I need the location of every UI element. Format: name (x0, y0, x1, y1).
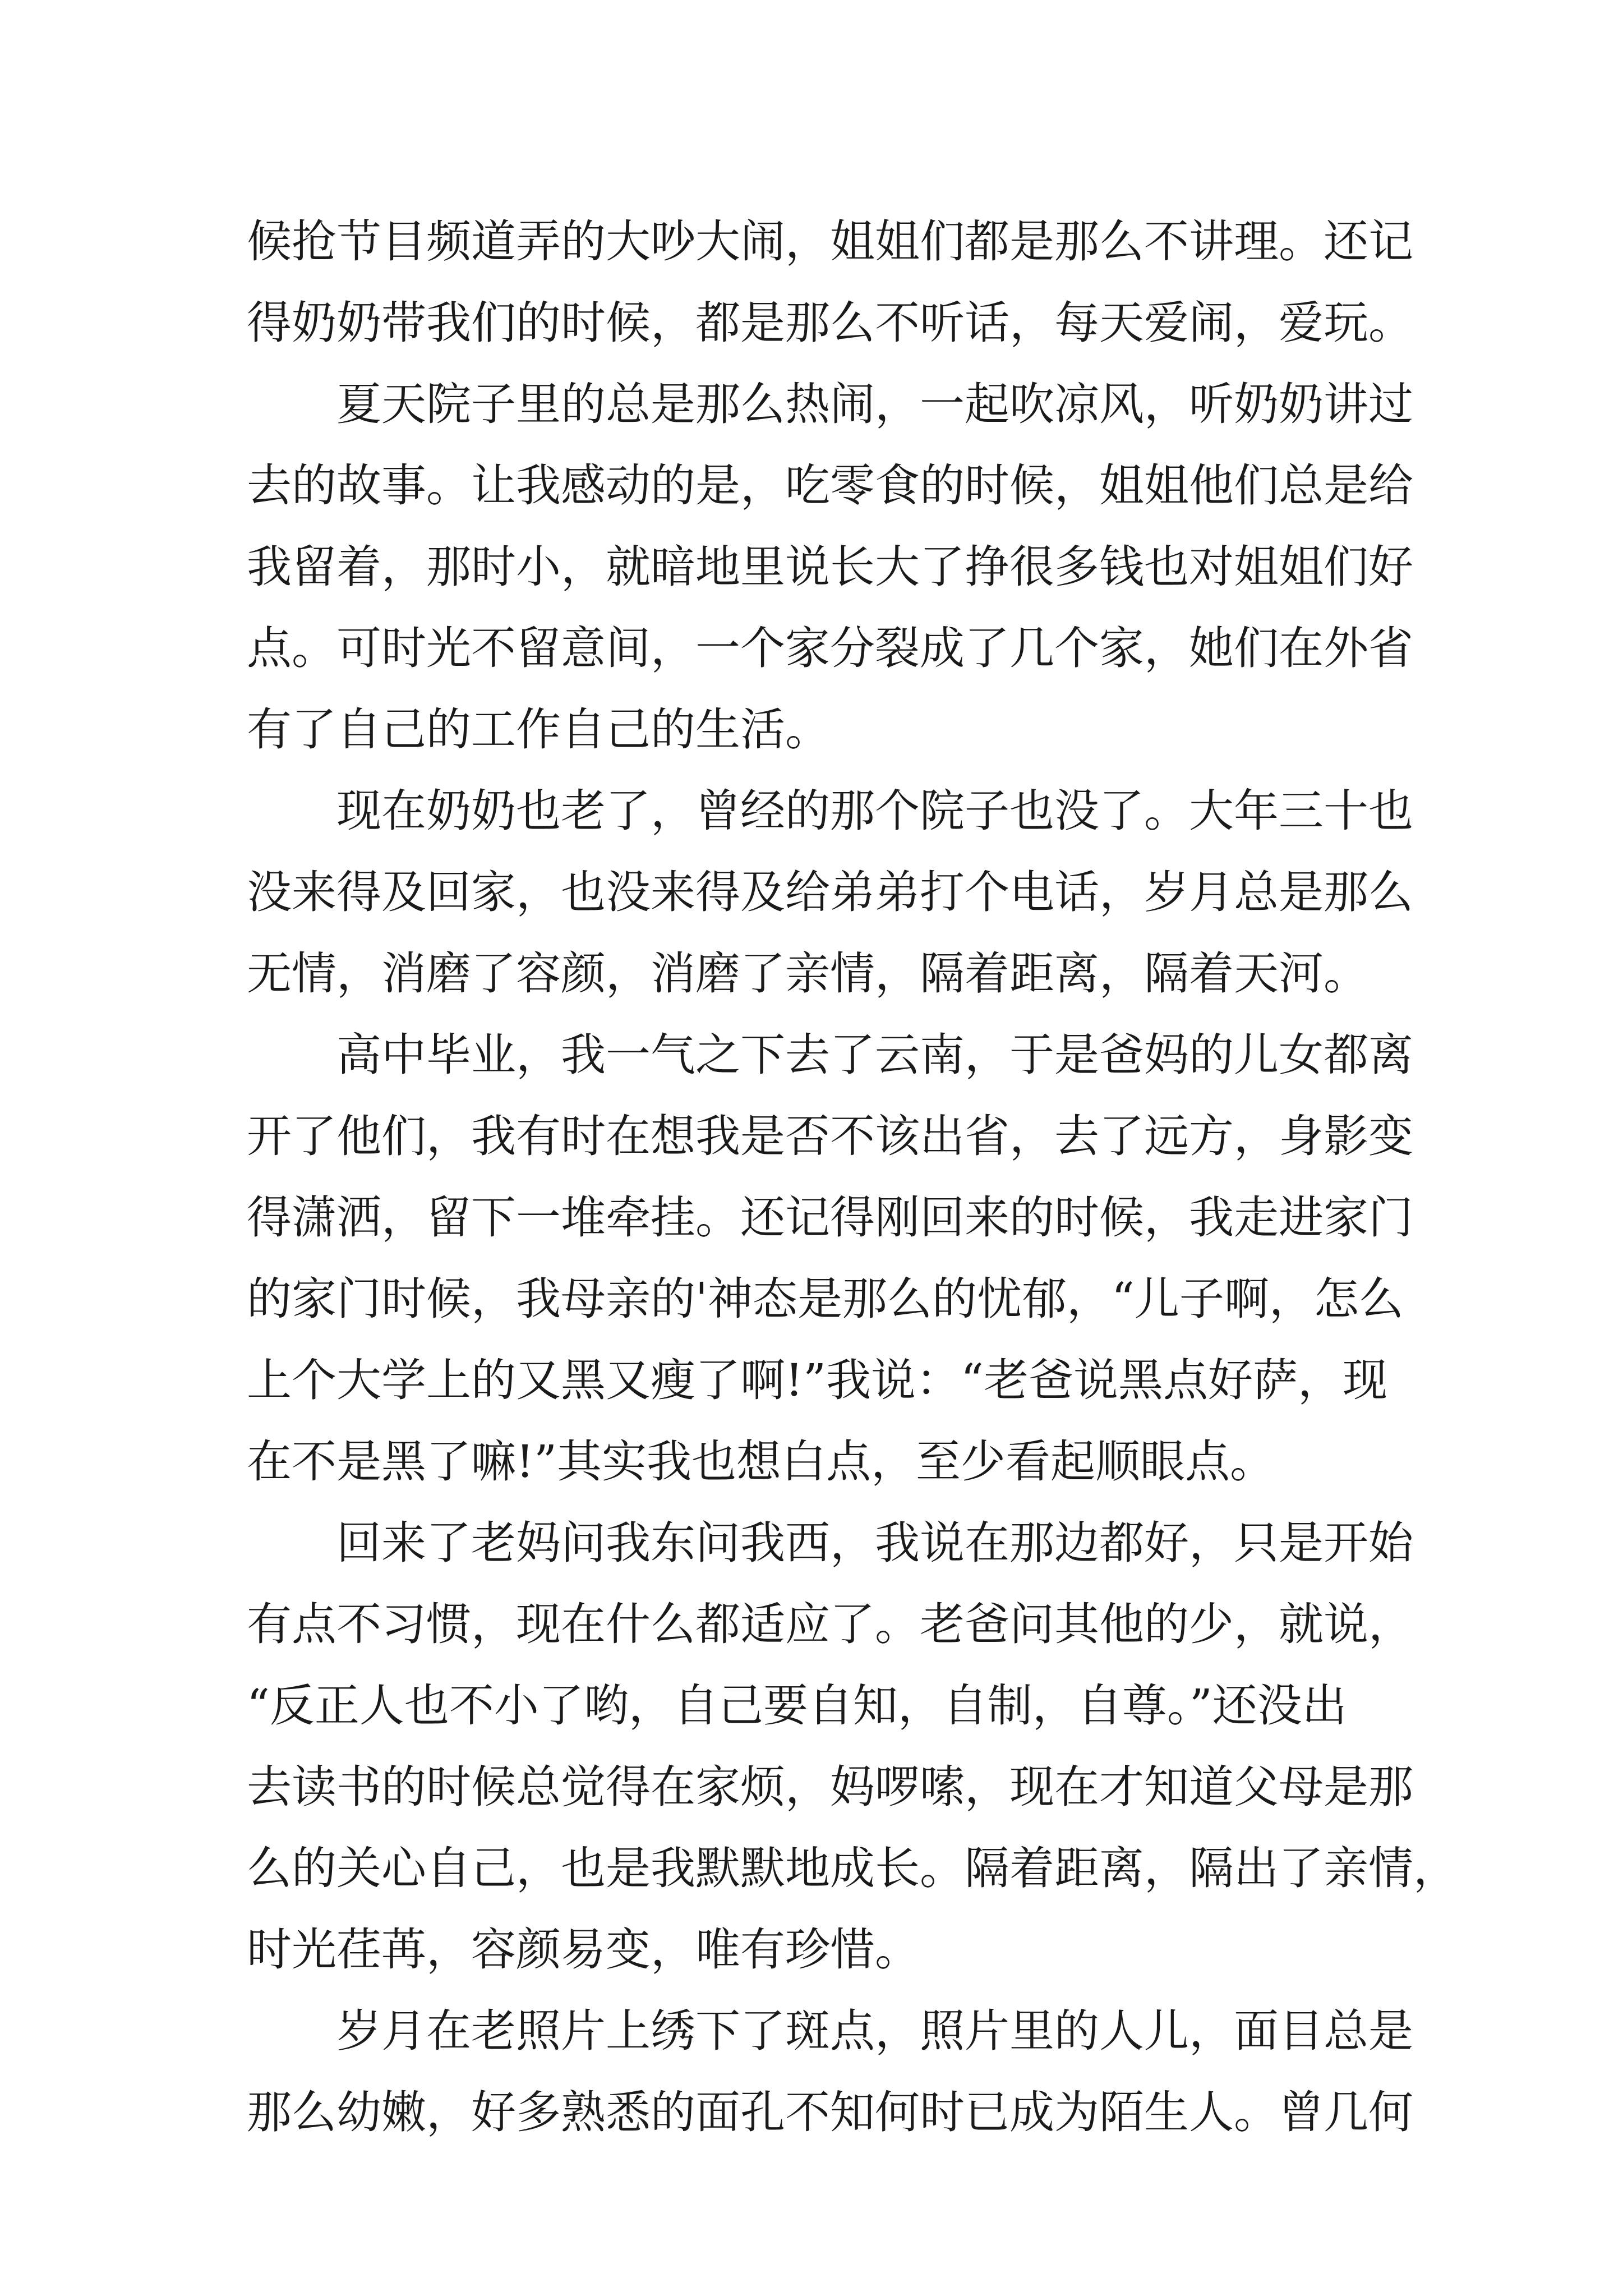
text-line: 无情，消磨了容颜，消磨了亲情，隔着距离，隔着天河。 (247, 947, 1368, 1000)
text-line: 有了自己的工作自己的生活。 (247, 703, 830, 756)
text-line: 得潇洒，留下一堆牵挂。还记得刚回来的时候，我走进家门 (247, 1191, 1413, 1244)
text-line: 去读书的时候总觉得在家烦，妈啰嗦，现在才知道父母是那 (247, 1761, 1413, 1813)
paragraph-first-line: 回来了老妈问我东问我西，我说在那边都好，只是开始 (336, 1517, 1413, 1569)
text-line: 得奶奶带我们的时候，都是那么不听话，每天爱闹，爱玩。 (247, 297, 1413, 349)
paragraph-first-line: 现在奶奶也老了，曾经的那个院子也没了。大年三十也 (336, 785, 1413, 837)
text-line: 候抢节目频道弄的大吵大闹，姐姐们都是那么不讲理。还记 (247, 215, 1413, 268)
paragraph-first-line: 岁月在老照片上绣下了斑点，照片里的人儿，面目总是 (336, 2005, 1413, 2057)
text-line: “反正人也不小了哟，自己要自知，自制，自尊。”还没出 (247, 1680, 1347, 1732)
text-line: 在不是黑了嘛!”其实我也想白点，至少看起顺眼点。 (247, 1435, 1275, 1488)
text-line: 我留着，那时小，就暗地里说长大了挣很多钱也对姐姐们好 (247, 541, 1413, 593)
text-line: 时光荏苒，容颜易变，唯有珍惜。 (247, 1924, 920, 1976)
text-line: 上个大学上的又黑又瘦了啊!”我说：“老爸说黑点好萨，现 (247, 1354, 1387, 1406)
text-line: 那么幼嫩，好多熟悉的面孔不知何时已成为陌生人。曾几何 (247, 2086, 1413, 2138)
body-text (247, 201, 1458, 2153)
text-line: 么的关心自己，也是我默默地成长。隔着距离，隔出了亲情， (247, 1842, 1458, 1894)
text-line: 点。可时光不留意间，一个家分裂成了几个家，她们在外省 (247, 622, 1413, 674)
paragraph-first-line: 高中毕业，我一气之下去了云南，于是爸妈的儿女都离 (336, 1029, 1413, 1081)
text-line: 开了他们，我有时在想我是否不该出省，去了远方，身影变 (247, 1110, 1413, 1162)
text-line: 的家门时候，我母亲的'神态是那么的忧郁，“儿子啊，怎么 (247, 1273, 1404, 1325)
text-line: 没来得及回家，也没来得及给弟弟打个电话，岁月总是那么 (247, 866, 1413, 918)
paragraph-first-line: 夏天院子里的总是那么热闹，一起吹凉风，听奶奶讲过 (336, 378, 1413, 430)
text-line: 有点不习惯，现在什么都适应了。老爸问其他的少，就说， (247, 1598, 1413, 1650)
text-line: 去的故事。让我感动的是，吃零食的时候，姐姐他们总是给 (247, 459, 1413, 512)
